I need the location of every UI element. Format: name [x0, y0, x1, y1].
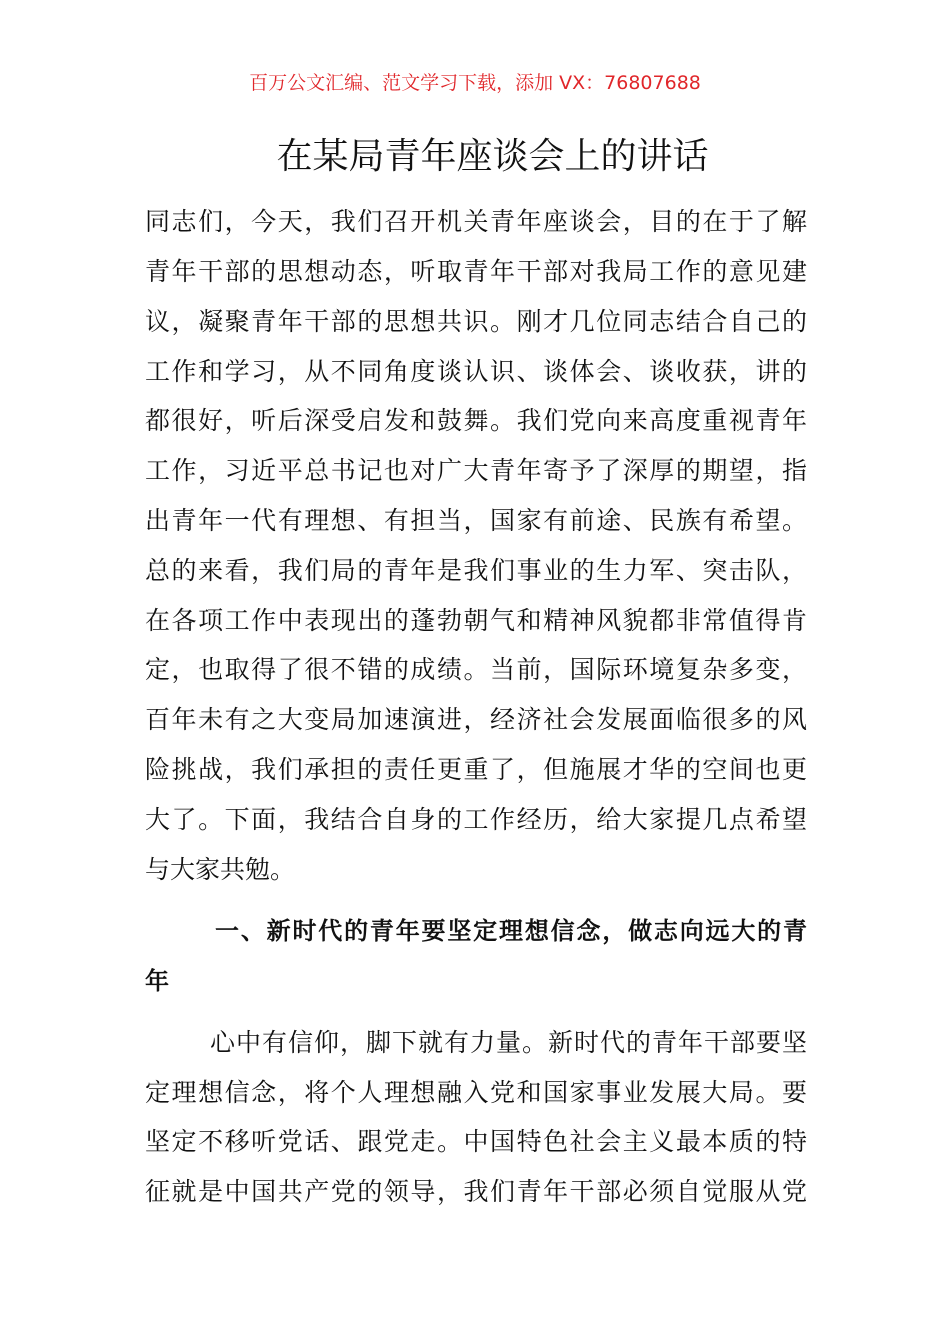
text-line: 定理想信念，将个人理想融入党和国家事业发展大局。要	[145, 1078, 807, 1107]
text-line: 议，凝聚青年干部的思想共识。刚才几位同志结合自己的	[145, 307, 807, 336]
text-line: 征就是中国共产党的领导，我们青年干部必须自觉服从党	[145, 1177, 807, 1206]
text-line: 同志们，今天，我们召开机关青年座谈会，目的在于了解	[145, 207, 807, 236]
text-line: 出青年一代有理想、有担当，国家有前途、民族有希望。	[145, 506, 807, 535]
document-title: 在某局青年座谈会上的讲话	[276, 136, 709, 177]
text-line: 都很好，听后深受启发和鼓舞。我们党向来高度重视青年	[145, 406, 807, 435]
text-line: 与大家共勉。	[145, 855, 296, 884]
text-line: 定，也取得了很不错的成绩。当前，国际环境复杂多变，	[145, 655, 807, 684]
text-line: 工作和学习，从不同角度谈认识、谈体会、谈收获，讲的	[145, 357, 807, 386]
text-line: 坚定不移听党话、跟党走。中国特色社会主义最本质的特	[145, 1127, 807, 1156]
watermark-banner: 百万公文汇编、范文学习下载，添加 VX：76807688	[249, 72, 701, 94]
text-line: 工作，习近平总书记也对广大青年寄予了深厚的期望，指	[145, 456, 807, 485]
text-line: 青年干部的思想动态，听取青年干部对我局工作的意见建	[145, 257, 807, 286]
heading-line: 年	[145, 967, 169, 995]
heading-line: 一、新时代的青年要坚定理想信念，做志向远大的青	[215, 917, 807, 945]
text-line: 大了。下面，我结合自身的工作经历，给大家提几点希望	[145, 805, 807, 834]
text-line: 险挑战，我们承担的责任更重了，但施展才华的空间也更	[145, 755, 807, 784]
text-line: 在各项工作中表现出的蓬勃朝气和精神风貌都非常值得肯	[145, 606, 807, 635]
text-line: 百年未有之大变局加速演进，经济社会发展面临很多的风	[145, 705, 807, 734]
text-line: 总的来看，我们局的青年是我们事业的生力军、突击队，	[145, 556, 807, 585]
text-line: 心中有信仰，脚下就有力量。新时代的青年干部要坚	[210, 1028, 807, 1057]
